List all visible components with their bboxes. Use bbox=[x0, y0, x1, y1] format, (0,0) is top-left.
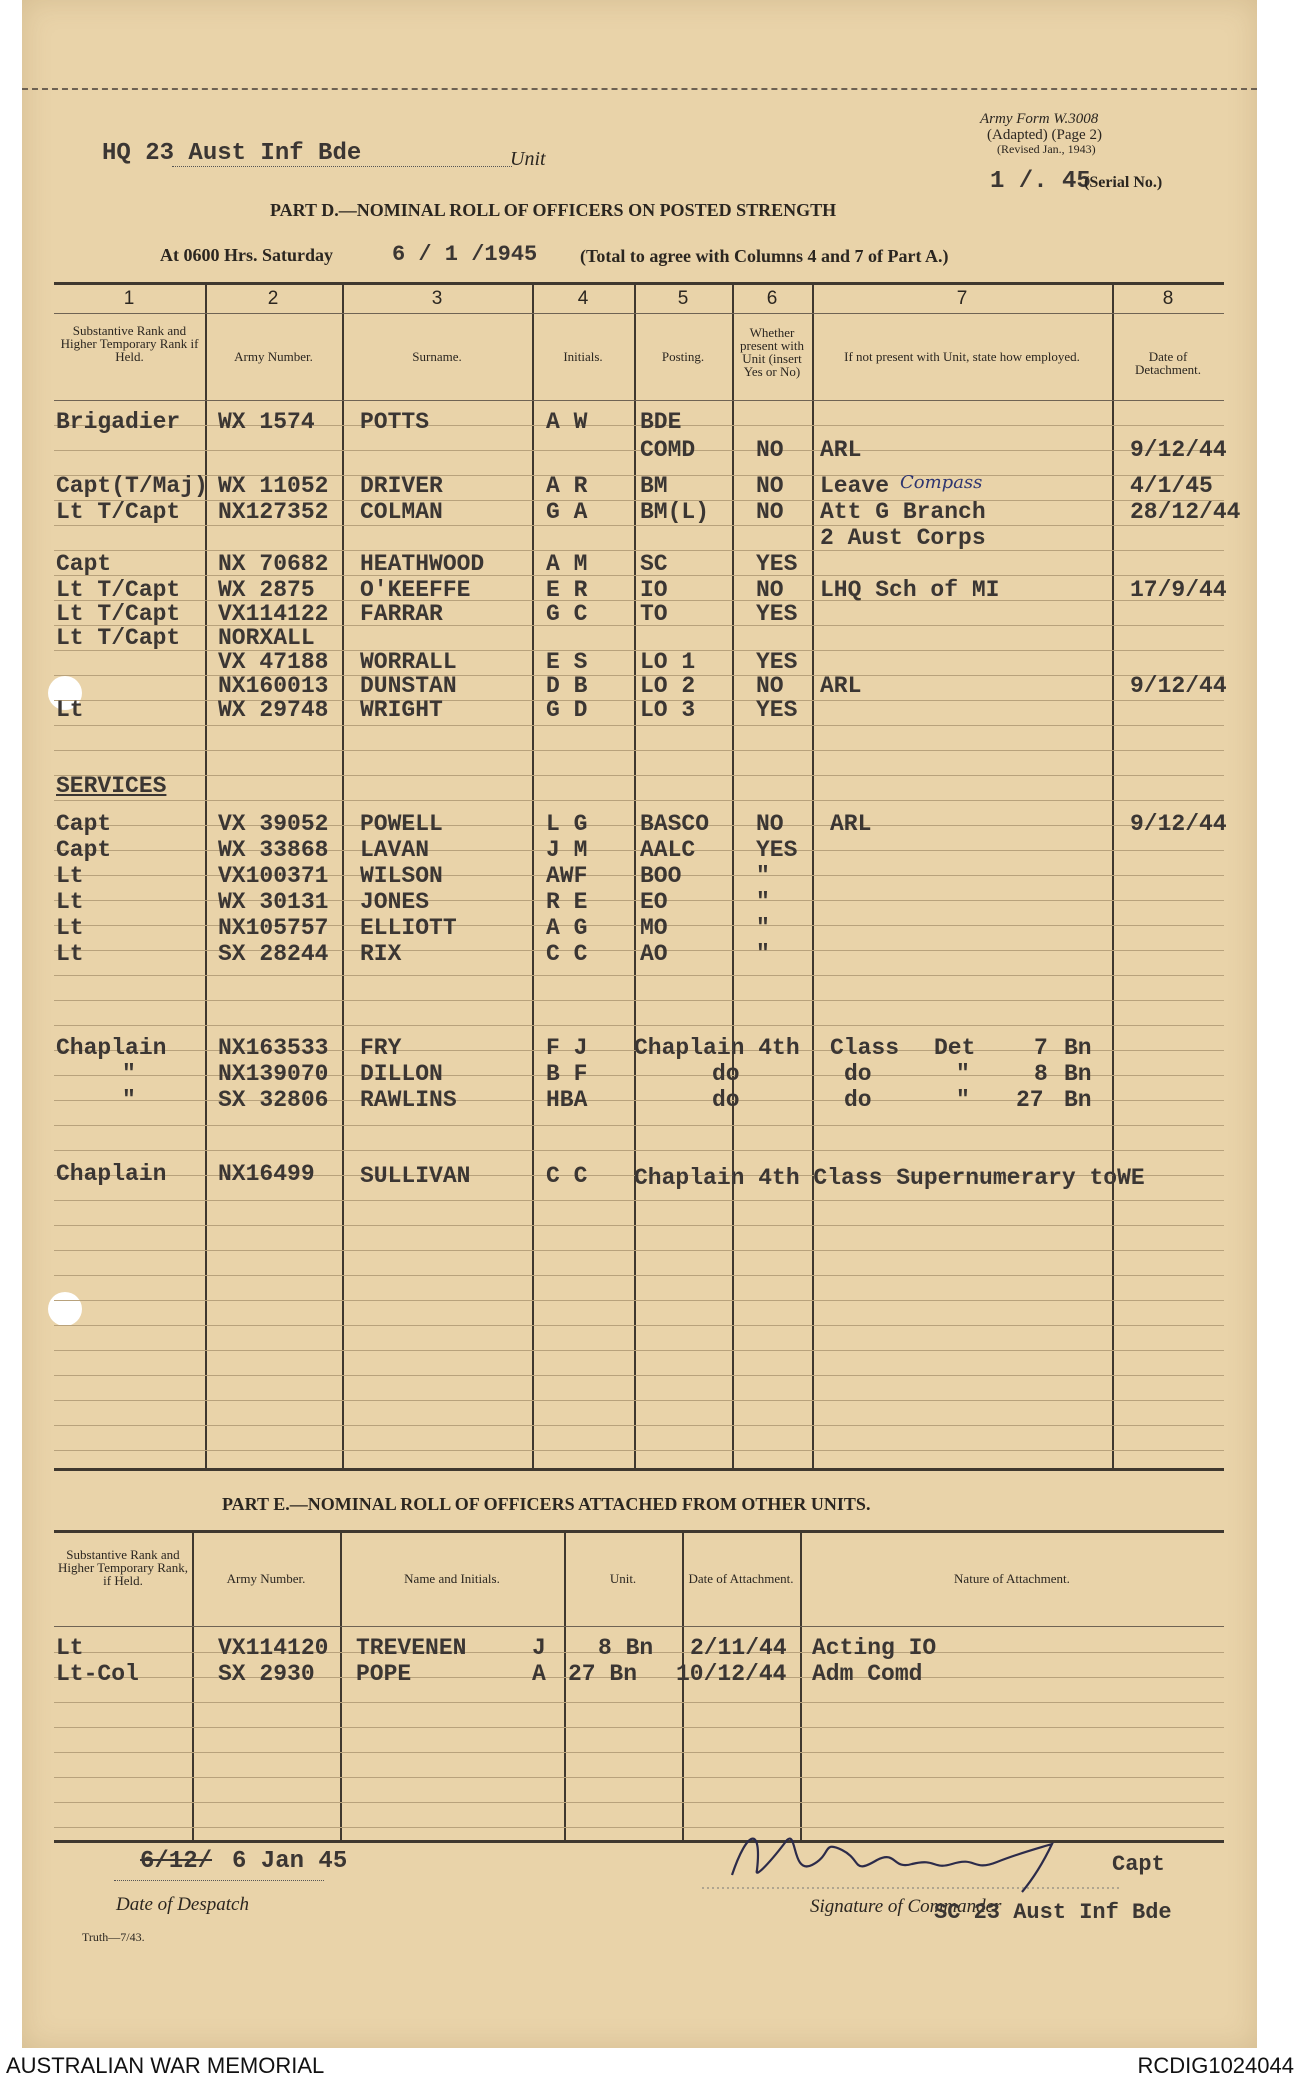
rank-cell: Lt T/Capt bbox=[56, 625, 181, 651]
despatch-struck: 6/12/ bbox=[140, 1848, 213, 1875]
posting-cell: BOO bbox=[640, 863, 682, 889]
army-number-cell: VX 47188 bbox=[218, 649, 329, 675]
surname-cell: JONES bbox=[360, 889, 430, 915]
column-number: 7 bbox=[956, 288, 968, 309]
posting-cell: LO 1 bbox=[640, 649, 696, 675]
form-adapted: (Adapted) (Page 2) bbox=[987, 127, 1102, 143]
archive-id: RCDIG1024044 bbox=[1137, 2053, 1294, 2078]
posting-cell: TO bbox=[640, 601, 668, 627]
surname-cell: WILSON bbox=[360, 863, 443, 889]
surname-cell: WORRALL bbox=[360, 649, 457, 675]
sign-rank: Capt bbox=[1112, 1852, 1165, 1877]
employment-cell: ARL bbox=[820, 673, 862, 699]
army-number-cell: NX 70682 bbox=[218, 551, 329, 577]
detachment-date-cell: 17/9/44 bbox=[1130, 577, 1227, 603]
printer-mark: Truth—7/43. bbox=[82, 1930, 145, 1944]
part-d-ruled-line bbox=[54, 1300, 1224, 1301]
posting-cell: do bbox=[712, 1061, 740, 1087]
initials-cell: D B bbox=[546, 673, 588, 699]
punch-hole-bottom bbox=[48, 1292, 82, 1326]
surname-cell: WRIGHT bbox=[360, 697, 443, 723]
part-e-header-rule bbox=[54, 1626, 1224, 1627]
rank-cell: Capt bbox=[56, 551, 112, 577]
surname-cell: DUNSTAN bbox=[360, 673, 457, 699]
part-e-column-divider bbox=[564, 1532, 566, 1840]
column-number: 3 bbox=[431, 288, 443, 309]
surname-cell: COLMAN bbox=[360, 499, 443, 525]
part-d-ruled-line bbox=[54, 1400, 1224, 1401]
battalion-cell: Bn bbox=[1064, 1061, 1092, 1087]
column-header: Army Number. bbox=[234, 349, 313, 364]
army-number-cell: VX114122 bbox=[218, 601, 329, 627]
surname-cell: O'KEEFFE bbox=[360, 577, 471, 603]
present-cell: NO bbox=[756, 473, 784, 499]
sign-unit: SC 23 Aust Inf Bde bbox=[934, 1900, 1172, 1925]
rank-cell: Chaplain bbox=[56, 1161, 167, 1187]
army-number-cell: WX 11052 bbox=[218, 473, 329, 499]
part-e-column-header: Nature of Attachment. bbox=[954, 1571, 1070, 1586]
posting-cell: AALC bbox=[640, 837, 696, 863]
employment-cell: Att G Branch bbox=[820, 499, 986, 525]
army-number-cell: NX139070 bbox=[218, 1061, 329, 1087]
initials-cell: C C bbox=[546, 1163, 588, 1189]
employment-cell: 2 Aust Corps bbox=[820, 525, 986, 551]
column-header: Surname. bbox=[412, 349, 462, 364]
part-d-column-divider bbox=[1112, 284, 1114, 1468]
rank-cell: Lt T/Capt bbox=[56, 499, 181, 525]
rank-cell: Lt bbox=[56, 863, 84, 889]
part-e-column-header: Army Number. bbox=[226, 1571, 306, 1586]
total-note: (Total to agree with Columns 4 and 7 of Part A.) bbox=[580, 246, 949, 266]
rank-cell: Lt T/Capt bbox=[56, 601, 181, 627]
posting-cell: EO bbox=[640, 889, 668, 915]
part-d-column-divider bbox=[205, 284, 207, 1468]
part-e-title: PART E.—NOMINAL ROLL OF OFFICERS ATTACHED FROM OTHER UNITS. bbox=[222, 1494, 871, 1514]
part-d-ruled-line bbox=[54, 1025, 1224, 1026]
battalion-number-cell: 7 bbox=[1034, 1035, 1048, 1061]
surname-cell: DILLON bbox=[360, 1061, 443, 1087]
employment-cell: ARL bbox=[820, 437, 862, 463]
employment-cell: LHQ Sch of MI bbox=[820, 577, 1000, 603]
present-cell: NO bbox=[756, 673, 784, 699]
part-d-column-divider bbox=[634, 284, 636, 1468]
posting-cell: BDE bbox=[640, 409, 682, 435]
initials-cell: J M bbox=[546, 837, 588, 863]
initials-cell: AWF bbox=[546, 863, 588, 889]
army-number-cell: WX 33868 bbox=[218, 837, 329, 863]
rank-cell: " bbox=[122, 1061, 136, 1087]
army-number-cell: NX160013 bbox=[218, 673, 329, 699]
initials-cell: C C bbox=[546, 941, 588, 967]
posting-cell: MO bbox=[640, 915, 668, 941]
part-e-name-cell: POPE bbox=[356, 1661, 412, 1687]
present-cell: NO bbox=[756, 577, 784, 603]
at-time-label: At 0600 Hrs. Saturday bbox=[160, 245, 334, 265]
column-number: 6 bbox=[766, 288, 778, 309]
despatch-dotted-line bbox=[114, 1880, 324, 1881]
part-d-ruled-line bbox=[54, 1450, 1224, 1451]
posting-cell: BASCO bbox=[640, 811, 710, 837]
part-d-header-rule bbox=[54, 313, 1224, 314]
part-e-column-divider bbox=[800, 1532, 802, 1840]
part-e-ruled-line bbox=[54, 1802, 1224, 1803]
detachment-date-cell: 9/12/44 bbox=[1130, 437, 1227, 463]
despatch-label: Date of Despatch bbox=[116, 1894, 249, 1915]
part-e-column-header: Name and Initials. bbox=[404, 1571, 500, 1586]
signature-label: Signature of Commander bbox=[810, 1896, 1002, 1917]
part-d-ruled-line bbox=[54, 1225, 1224, 1226]
surname-cell: FARRAR bbox=[360, 601, 443, 627]
army-number-cell: WX 2875 bbox=[218, 577, 315, 603]
part-e-unit-cell: 8 Bn bbox=[598, 1635, 654, 1661]
rank-cell: Lt bbox=[56, 915, 84, 941]
detachment-date-cell: 9/12/44 bbox=[1130, 673, 1227, 699]
army-number-cell: WX 30131 bbox=[218, 889, 329, 915]
part-e-name-cell: TREVENEN bbox=[356, 1635, 467, 1661]
detachment-date-cell: 4/1/45 bbox=[1130, 473, 1213, 499]
part-d-bottom-rule bbox=[54, 1468, 1224, 1471]
present-cell: " bbox=[756, 863, 770, 889]
initials-cell: A R bbox=[546, 473, 588, 499]
battalion-cell: Bn bbox=[1064, 1087, 1092, 1113]
surname-cell: FRY bbox=[360, 1035, 402, 1061]
part-e-army-number-cell: SX 2930 bbox=[218, 1661, 315, 1687]
present-cell: YES bbox=[756, 649, 798, 675]
commander-signature bbox=[702, 1820, 1122, 1900]
present-cell: NO bbox=[756, 811, 784, 837]
part-e-ruled-line bbox=[54, 1702, 1224, 1703]
part-d-ruled-line bbox=[54, 800, 1224, 801]
part-e-date-cell: 10/12/44 bbox=[676, 1661, 787, 1687]
supernumerary-note: Chaplain 4th Class Supernumerary toWE bbox=[634, 1165, 1145, 1191]
army-number-cell: SX 32806 bbox=[218, 1087, 329, 1113]
part-e-rank-cell: Lt-Col bbox=[56, 1661, 139, 1687]
posting-cell: do bbox=[712, 1087, 740, 1113]
part-d-ruled-line bbox=[54, 725, 1224, 726]
part-d-ruled-line bbox=[54, 1425, 1224, 1426]
part-e-nature-cell: Adm Comd bbox=[812, 1661, 923, 1687]
present-cell: YES bbox=[756, 837, 798, 863]
initials-cell: F J bbox=[546, 1035, 588, 1061]
initials-cell: E S bbox=[546, 649, 588, 675]
part-d-header-rule bbox=[54, 400, 1224, 401]
army-number-cell: NX163533 bbox=[218, 1035, 329, 1061]
battalion-number-cell: 8 bbox=[1034, 1061, 1048, 1087]
unit-value: HQ 23 Aust Inf Bde bbox=[102, 140, 362, 167]
det-cell: " bbox=[956, 1061, 970, 1087]
part-d-ruled-line bbox=[54, 1325, 1224, 1326]
surname-cell: RIX bbox=[360, 941, 402, 967]
present-cell: " bbox=[756, 889, 770, 915]
part-e-nature-cell: Acting IO bbox=[812, 1635, 937, 1661]
initials-cell: HBA bbox=[546, 1087, 588, 1113]
initials-cell: R E bbox=[546, 889, 588, 915]
initials-cell: G C bbox=[546, 601, 588, 627]
surname-cell: SULLIVAN bbox=[360, 1163, 471, 1189]
initials-cell: B F bbox=[546, 1061, 588, 1087]
battalion-number-cell: 27 bbox=[1016, 1087, 1044, 1113]
part-d-ruled-line bbox=[54, 525, 1224, 526]
rank-cell: Capt bbox=[56, 811, 112, 837]
column-header: If not present with Unit, state how employed. bbox=[844, 349, 1080, 364]
battalion-cell: Bn bbox=[1064, 1035, 1092, 1061]
initials-cell: A M bbox=[546, 551, 588, 577]
column-header: Posting. bbox=[661, 349, 705, 364]
column-header: Date of Detachment. bbox=[1134, 349, 1202, 377]
form-revised: (Revised Jan., 1943) bbox=[997, 142, 1096, 156]
initials-cell: A W bbox=[546, 409, 588, 435]
part-d-title: PART D.—NOMINAL ROLL OF OFFICERS ON POSTED STRENGTH bbox=[270, 200, 837, 220]
rank-cell: Lt bbox=[56, 697, 84, 723]
army-number-cell: NX105757 bbox=[218, 915, 329, 941]
part-d-ruled-line bbox=[54, 775, 1224, 776]
surname-cell: HEATHWOOD bbox=[360, 551, 485, 577]
form-paper bbox=[22, 0, 1257, 2048]
part-d-ruled-line bbox=[54, 1125, 1224, 1126]
present-cell: NO bbox=[756, 499, 784, 525]
part-e-unit-cell: 27 Bn bbox=[568, 1661, 638, 1687]
rank-cell: Capt(T/Maj) bbox=[56, 473, 208, 499]
part-e-column-divider bbox=[192, 1532, 194, 1840]
column-number: 8 bbox=[1162, 288, 1174, 309]
employment-cell: ARL bbox=[830, 811, 872, 837]
army-number-cell: VX100371 bbox=[218, 863, 329, 889]
part-d-ruled-line bbox=[54, 1350, 1224, 1351]
present-cell: " bbox=[756, 915, 770, 941]
archive-name: AUSTRALIAN WAR MEMORIAL bbox=[6, 2053, 325, 2078]
army-number-cell: SX 28244 bbox=[218, 941, 329, 967]
part-d-ruled-line bbox=[54, 1275, 1224, 1276]
rank-cell: Brigadier bbox=[56, 409, 181, 435]
initials-cell: E R bbox=[546, 577, 588, 603]
class-cell: Class bbox=[830, 1035, 900, 1061]
column-header: Initials. bbox=[563, 349, 603, 364]
posting-cell: IO bbox=[640, 577, 668, 603]
initials-cell: A G bbox=[546, 915, 588, 941]
part-e-column-divider bbox=[340, 1532, 342, 1840]
army-number-cell: NX16499 bbox=[218, 1161, 315, 1187]
army-number-cell: WX 29748 bbox=[218, 697, 329, 723]
despatch-date: 6 Jan 45 bbox=[232, 1848, 348, 1875]
part-e-column-header: Date of Attachment. bbox=[688, 1571, 794, 1586]
services-heading: SERVICES bbox=[56, 773, 167, 799]
serial-value: 1 /. 45 bbox=[990, 168, 1091, 195]
part-d-column-divider bbox=[342, 284, 344, 1468]
employment-cell: Leave bbox=[820, 473, 890, 499]
surname-cell: LAVAN bbox=[360, 837, 430, 863]
rank-cell: Chaplain bbox=[56, 1035, 167, 1061]
rank-cell: " bbox=[122, 1087, 136, 1113]
part-d-ruled-line bbox=[54, 450, 1224, 451]
part-d-column-divider bbox=[732, 284, 734, 1468]
part-e-ruled-line bbox=[54, 1752, 1224, 1753]
initials-cell: G D bbox=[546, 697, 588, 723]
posting-cell: LO 2 bbox=[640, 673, 696, 699]
column-number: 5 bbox=[677, 288, 689, 309]
unit-label: Unit bbox=[510, 148, 546, 170]
serial-label: (Serial No.) bbox=[1084, 174, 1163, 191]
part-d-ruled-line bbox=[54, 1150, 1224, 1151]
part-e-ruled-line bbox=[54, 1777, 1224, 1778]
column-number: 1 bbox=[123, 288, 135, 309]
part-e-top-rule bbox=[54, 1530, 1224, 1533]
column-number: 4 bbox=[577, 288, 589, 309]
part-d-ruled-line bbox=[54, 975, 1224, 976]
posting-cell: BM bbox=[640, 473, 668, 499]
part-d-column-divider bbox=[532, 284, 534, 1468]
present-cell: NO bbox=[756, 437, 784, 463]
det-cell: " bbox=[956, 1087, 970, 1113]
posting-cell: LO 3 bbox=[640, 697, 696, 723]
surname-cell: POTTS bbox=[360, 409, 430, 435]
posting-cell: COMD bbox=[640, 437, 696, 463]
date-value: 6 / 1 /1945 bbox=[392, 242, 538, 267]
class-cell: do bbox=[844, 1061, 872, 1087]
column-header: Whether present with Unit (insert Yes or No) bbox=[740, 325, 804, 379]
part-e-column-header: Unit. bbox=[609, 1571, 637, 1586]
part-e-column-header: Substantive Rank and Higher Temporary Rank, if Held. bbox=[58, 1547, 188, 1588]
perforation-line bbox=[22, 88, 1257, 90]
column-header: Substantive Rank and Higher Temporary Rank if Held. bbox=[60, 323, 199, 364]
part-e-rank-cell: Lt bbox=[56, 1635, 84, 1661]
posting-cell: AO bbox=[640, 941, 668, 967]
present-cell: YES bbox=[756, 697, 798, 723]
army-number-cell: NX127352 bbox=[218, 499, 329, 525]
initials-cell: L G bbox=[546, 811, 588, 837]
class-cell: do bbox=[844, 1087, 872, 1113]
surname-cell: RAWLINS bbox=[360, 1087, 457, 1113]
part-d-top-rule bbox=[54, 282, 1224, 285]
surname-cell: POWELL bbox=[360, 811, 443, 837]
army-number-cell: NORXALL bbox=[218, 625, 315, 651]
posting-cell: SC bbox=[640, 551, 668, 577]
part-d-ruled-line bbox=[54, 1250, 1224, 1251]
part-d-ruled-line bbox=[54, 1375, 1224, 1376]
surname-cell: DRIVER bbox=[360, 473, 443, 499]
present-cell: YES bbox=[756, 551, 798, 577]
posting-cell: BM(L) bbox=[640, 499, 710, 525]
surname-cell: ELLIOTT bbox=[360, 915, 457, 941]
present-cell: " bbox=[756, 941, 770, 967]
detachment-date-cell: 28/12/44 bbox=[1130, 499, 1241, 525]
rank-cell: Capt bbox=[56, 837, 112, 863]
initials-cell: G A bbox=[546, 499, 588, 525]
present-cell: YES bbox=[756, 601, 798, 627]
unit-dotted-line bbox=[172, 166, 512, 167]
part-e-army-number-cell: VX114120 bbox=[218, 1635, 329, 1661]
part-d-column-divider bbox=[812, 284, 814, 1468]
detachment-date-cell: 9/12/44 bbox=[1130, 811, 1227, 837]
column-number: 2 bbox=[267, 288, 279, 309]
part-d-ruled-line bbox=[54, 1000, 1224, 1001]
posting-cell: Chaplain 4th bbox=[634, 1035, 800, 1061]
part-e-ruled-line bbox=[54, 1727, 1224, 1728]
part-e-initials-cell: J bbox=[532, 1635, 546, 1661]
handwritten-note: Compass bbox=[900, 472, 983, 493]
rank-cell: Lt bbox=[56, 941, 84, 967]
form-number: Army Form W.3008 bbox=[980, 111, 1099, 127]
part-e-date-cell: 2/11/44 bbox=[690, 1635, 787, 1661]
army-number-cell: WX 1574 bbox=[218, 409, 315, 435]
rank-cell: Lt T/Capt bbox=[56, 577, 181, 603]
det-cell: Det bbox=[934, 1035, 976, 1061]
part-d-ruled-line bbox=[54, 750, 1224, 751]
army-number-cell: VX 39052 bbox=[218, 811, 329, 837]
part-d-ruled-line bbox=[54, 1200, 1224, 1201]
archive-footer bbox=[0, 2048, 1304, 2082]
rank-cell: Lt bbox=[56, 889, 84, 915]
part-e-initials-cell: A bbox=[532, 1661, 546, 1687]
